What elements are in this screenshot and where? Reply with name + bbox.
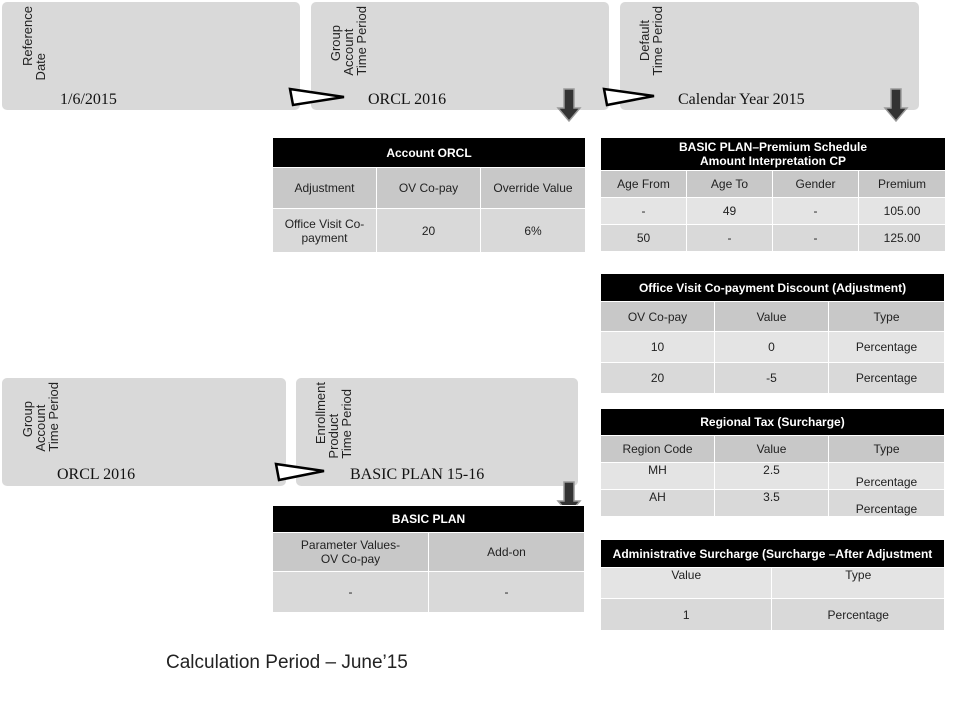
table-cell: MH <box>601 463 714 489</box>
table-header-cell: Type <box>772 568 944 598</box>
table-cell: 3.5 <box>715 490 828 516</box>
ov-discount-title: Office Visit Co-payment Discount (Adjustment) <box>601 274 944 301</box>
table-header-cell: Region Code <box>601 436 714 462</box>
table-header-cell: Adjustment <box>273 168 376 208</box>
premium-schedule-table <box>600 137 946 252</box>
basic-plan-table <box>272 505 585 613</box>
group-account-label: Group Account Time Period <box>328 6 369 76</box>
down-arrow-icon <box>884 88 908 122</box>
table-cell: - <box>601 198 686 224</box>
table-header-cell: Type <box>829 436 944 462</box>
table-cell: Office Visit Co-payment <box>273 209 376 252</box>
default-time-period-label: Default Time Period <box>637 6 665 76</box>
default-time-period-box <box>620 2 919 110</box>
table-header-cell: Value <box>601 568 771 598</box>
table-cell: 20 <box>601 363 714 393</box>
ov-discount-table <box>600 273 945 394</box>
right-arrow-icon <box>288 86 348 108</box>
table-cell: - <box>687 225 772 251</box>
table-cell: 10 <box>601 332 714 362</box>
table-header-cell: OV Co-pay <box>601 302 714 331</box>
table-header-cell: Age To <box>687 171 772 197</box>
group-account-value-2: ORCL 2016 <box>57 466 136 483</box>
regional-tax-table <box>600 408 945 517</box>
table-cell: 49 <box>687 198 772 224</box>
reference-date-box <box>2 2 300 110</box>
reference-date-value: 1/6/2015 <box>60 91 117 108</box>
table-cell: Percentage <box>829 463 944 489</box>
admin-surcharge-table <box>600 539 945 631</box>
table-cell: 1 <box>601 599 771 630</box>
table-cell: - <box>773 225 858 251</box>
table-header-cell: Value <box>715 436 828 462</box>
enrollment-product-box <box>296 378 578 486</box>
down-arrow-icon <box>557 88 581 122</box>
account-table-title: Account ORCL <box>273 138 585 167</box>
table-header-cell: Gender <box>773 171 858 197</box>
table-header-cell: Type <box>829 302 944 331</box>
table-header-cell: Parameter Values-OV Co-pay <box>273 533 428 571</box>
basic-plan-table-title: BASIC PLAN <box>273 506 584 532</box>
table-header-cell: Age From <box>601 171 686 197</box>
group-account-box-2 <box>2 378 286 486</box>
table-cell: AH <box>601 490 714 516</box>
table-cell: Percentage <box>829 332 944 362</box>
table-header-cell: OV Co-pay <box>377 168 480 208</box>
table-header-cell: Add-on <box>429 533 584 571</box>
table-header-cell: Premium <box>859 171 945 197</box>
table-cell: - <box>429 572 584 612</box>
admin-surcharge-title: Administrative Surcharge (Surcharge –After Adjustment <box>601 540 944 567</box>
group-account-value: ORCL 2016 <box>368 91 447 108</box>
table-cell: 50 <box>601 225 686 251</box>
table-cell: Percentage <box>829 490 944 516</box>
right-arrow-icon <box>274 461 334 483</box>
enrollment-product-label: Enrollment Product Time Period <box>313 382 354 459</box>
enrollment-product-value: BASIC PLAN 15-16 <box>350 466 485 483</box>
table-cell: Percentage <box>772 599 944 630</box>
table-cell: - <box>773 198 858 224</box>
regional-tax-title: Regional Tax (Surcharge) <box>601 409 944 435</box>
table-cell: 20 <box>377 209 480 252</box>
table-header-cell: Value <box>715 302 828 331</box>
table-cell: 0 <box>715 332 828 362</box>
table-cell: 105.00 <box>859 198 945 224</box>
calculation-period-caption: Calculation Period – June’15 <box>166 652 408 673</box>
premium-schedule-title: BASIC PLAN–Premium Schedule Amount Interpretation CP <box>601 138 945 170</box>
table-cell: 6% <box>481 209 585 252</box>
group-account-label-2: Group Account Time Period <box>20 382 61 452</box>
table-cell: 2.5 <box>715 463 828 489</box>
reference-date-label: Reference Date <box>20 6 48 81</box>
table-header-cell: Override Value <box>481 168 585 208</box>
table-cell: -5 <box>715 363 828 393</box>
table-cell: - <box>273 572 428 612</box>
account-table <box>272 137 586 253</box>
default-time-period-value: Calendar Year 2015 <box>678 91 805 108</box>
table-cell: 125.00 <box>859 225 945 251</box>
right-arrow-icon <box>602 86 662 108</box>
table-cell: Percentage <box>829 363 944 393</box>
